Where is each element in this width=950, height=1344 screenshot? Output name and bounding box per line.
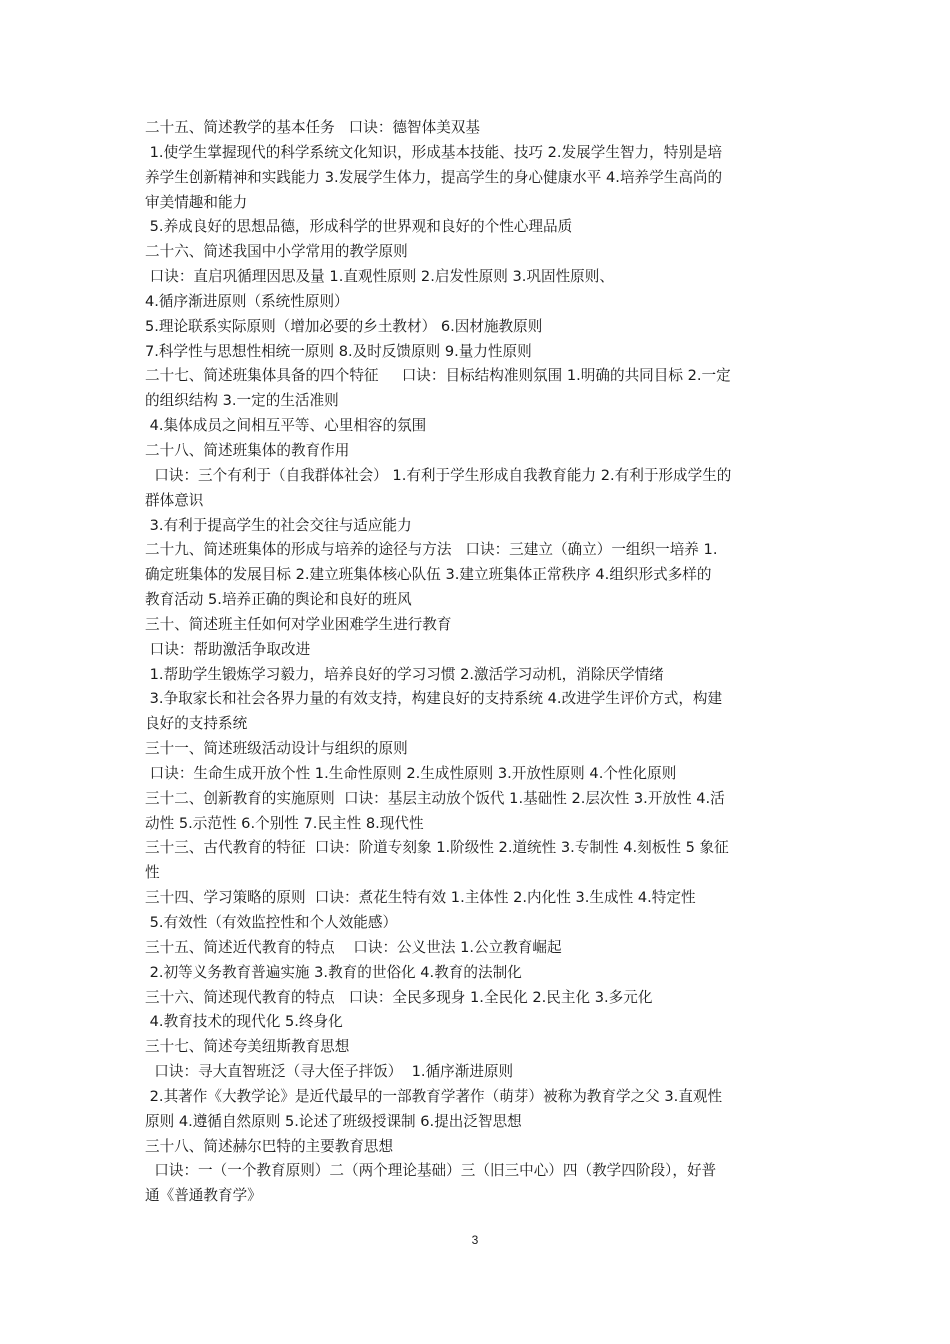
text-line: 动性 5.示范性 6.个别性 7.民主性 8.现代性 xyxy=(145,814,424,832)
text-line: 5.理论联系实际原则（增加必要的乡土教材） 6.因材施教原则 xyxy=(145,317,543,335)
text-line: 口诀：寻大直智班泛（寻大侄子拌饭） 1.循序渐进原则 xyxy=(145,1063,514,1081)
text-line: 教育活动 5.培养正确的舆论和良好的班风 xyxy=(145,591,412,609)
text-line: 三十三、古代教育的特征 口诀：阶道专刻象 1.阶级性 2.道统性 3.专制性 4.刻板性 5 象征 xyxy=(145,839,729,857)
text-line: 2.初等义务教育普遍实施 3.教育的世俗化 4.教育的法制化 xyxy=(145,963,522,981)
text-line: 口诀：直启巩循理因思及量 1.直观性原则 2.启发性原则 3.巩固性原则、 xyxy=(145,268,614,286)
text-line: 1.帮助学生锻炼学习毅力，培养良好的学习习惯 2.激活学习动机，消除厌学情绪 xyxy=(145,665,664,683)
text-line: 三十六、简述现代教育的特点 口诀：全民多现身 1.全民化 2.民主化 3.多元化 xyxy=(145,988,653,1006)
text-line: 三十四、学习策略的原则 口诀：煮花生特有效 1.主体性 2.内化性 3.生成性 4.特定性 xyxy=(145,889,696,907)
text-line: 5.养成良好的思想品德，形成科学的世界观和良好的个性心理品质 xyxy=(145,218,573,236)
page-number: 3 xyxy=(471,1233,479,1247)
text-line: 4.集体成员之间相互平等、心里相容的氛围 xyxy=(145,417,427,435)
text-line: 的组织结构 3.一定的生活准则 xyxy=(145,392,339,410)
text-line: 7.科学性与思想性相统一原则 8.及时反馈原则 9.量力性原则 xyxy=(145,342,532,360)
text-line: 1.使学生掌握现代的科学系统文化知识，形成基本技能、技巧 2.发展学生智力，特别是培 xyxy=(145,143,723,161)
text-line: 三十八、简述赫尔巴特的主要教育思想 xyxy=(145,1137,394,1155)
text-line: 二十九、简述班集体的形成与培养的途径与方法 口诀：三建立（确立）一组织一培养 1. xyxy=(145,541,718,559)
text-line: 口诀：一（一个教育原则）二（两个理论基础）三（旧三中心）四（教学四阶段），好普 xyxy=(145,1162,717,1180)
text-line: 二十六、简述我国中小学常用的教学原则 xyxy=(145,243,408,261)
text-line: 三十七、简述夸美纽斯教育思想 xyxy=(145,1038,350,1056)
text-line: 2.其著作《大教学论》是近代最早的一部教育学著作（萌芽）被称为教育学之父 3.直观性 xyxy=(145,1087,723,1105)
text-line: 4.循序渐进原则（系统性原则） xyxy=(145,292,349,310)
text-line: 口诀：生命生成开放个性 1.生命性原则 2.生成性原则 3.开放性原则 4.个性化原则 xyxy=(145,764,677,782)
text-line: 二十七、简述班集体具备的四个特征 口诀：目标结构准则氛围 1.明确的共同目标 2.一定 xyxy=(145,367,731,385)
text-line: 二十八、简述班集体的教育作用 xyxy=(145,441,350,459)
text-line: 三十二、创新教育的实施原则 口诀：基层主动放个饭代 1.基础性 2.层次性 3.开放性 4.活 xyxy=(145,789,725,807)
text-line: 三十一、简述班级活动设计与组织的原则 xyxy=(145,740,408,758)
text-line: 3.争取家长和社会各界力量的有效支持，构建良好的支持系统 4.改进学生评价方式，构建 xyxy=(145,690,723,708)
text-line: 性 xyxy=(145,864,160,882)
text-line: 口诀：三个有利于（自我群体社会） 1.有利于学生形成自我教育能力 2.有利于形成学生的 xyxy=(145,466,732,484)
text-line: 良好的支持系统 xyxy=(145,715,248,733)
text-line: 养学生创新精神和实践能力 3.发展学生体力，提高学生的身心健康水平 4.培养学生高尚的 xyxy=(145,168,723,186)
text-line: 3.有利于提高学生的社会交往与适应能力 xyxy=(145,516,412,534)
text-line: 审美情趣和能力 xyxy=(145,193,248,211)
text-line: 群体意识 xyxy=(145,491,204,509)
text-line: 通《普通教育学》 xyxy=(145,1187,262,1205)
text-line: 口诀：帮助激活争取改进 xyxy=(145,640,311,658)
text-line: 原则 4.遵循自然原则 5.论述了班级授课制 6.提出泛智思想 xyxy=(145,1112,522,1130)
text-line: 确定班集体的发展目标 2.建立班集体核心队伍 3.建立班集体正常秩序 4.组织形式多样的 xyxy=(145,566,712,584)
text-line: 二十五、简述教学的基本任务 口诀：德智体美双基 xyxy=(145,119,480,136)
page-content xyxy=(145,116,808,1209)
text-line: 4.教育技术的现代化 5.终身化 xyxy=(145,1013,343,1031)
text-line: 三十、简述班主任如何对学业困难学生进行教育 xyxy=(145,615,452,633)
text-line: 5.有效性（有效监控性和个人效能感） xyxy=(145,914,398,931)
text-line: 三十五、简述近代教育的特点 口诀：公义世法 1.公立教育崛起 xyxy=(145,938,562,956)
